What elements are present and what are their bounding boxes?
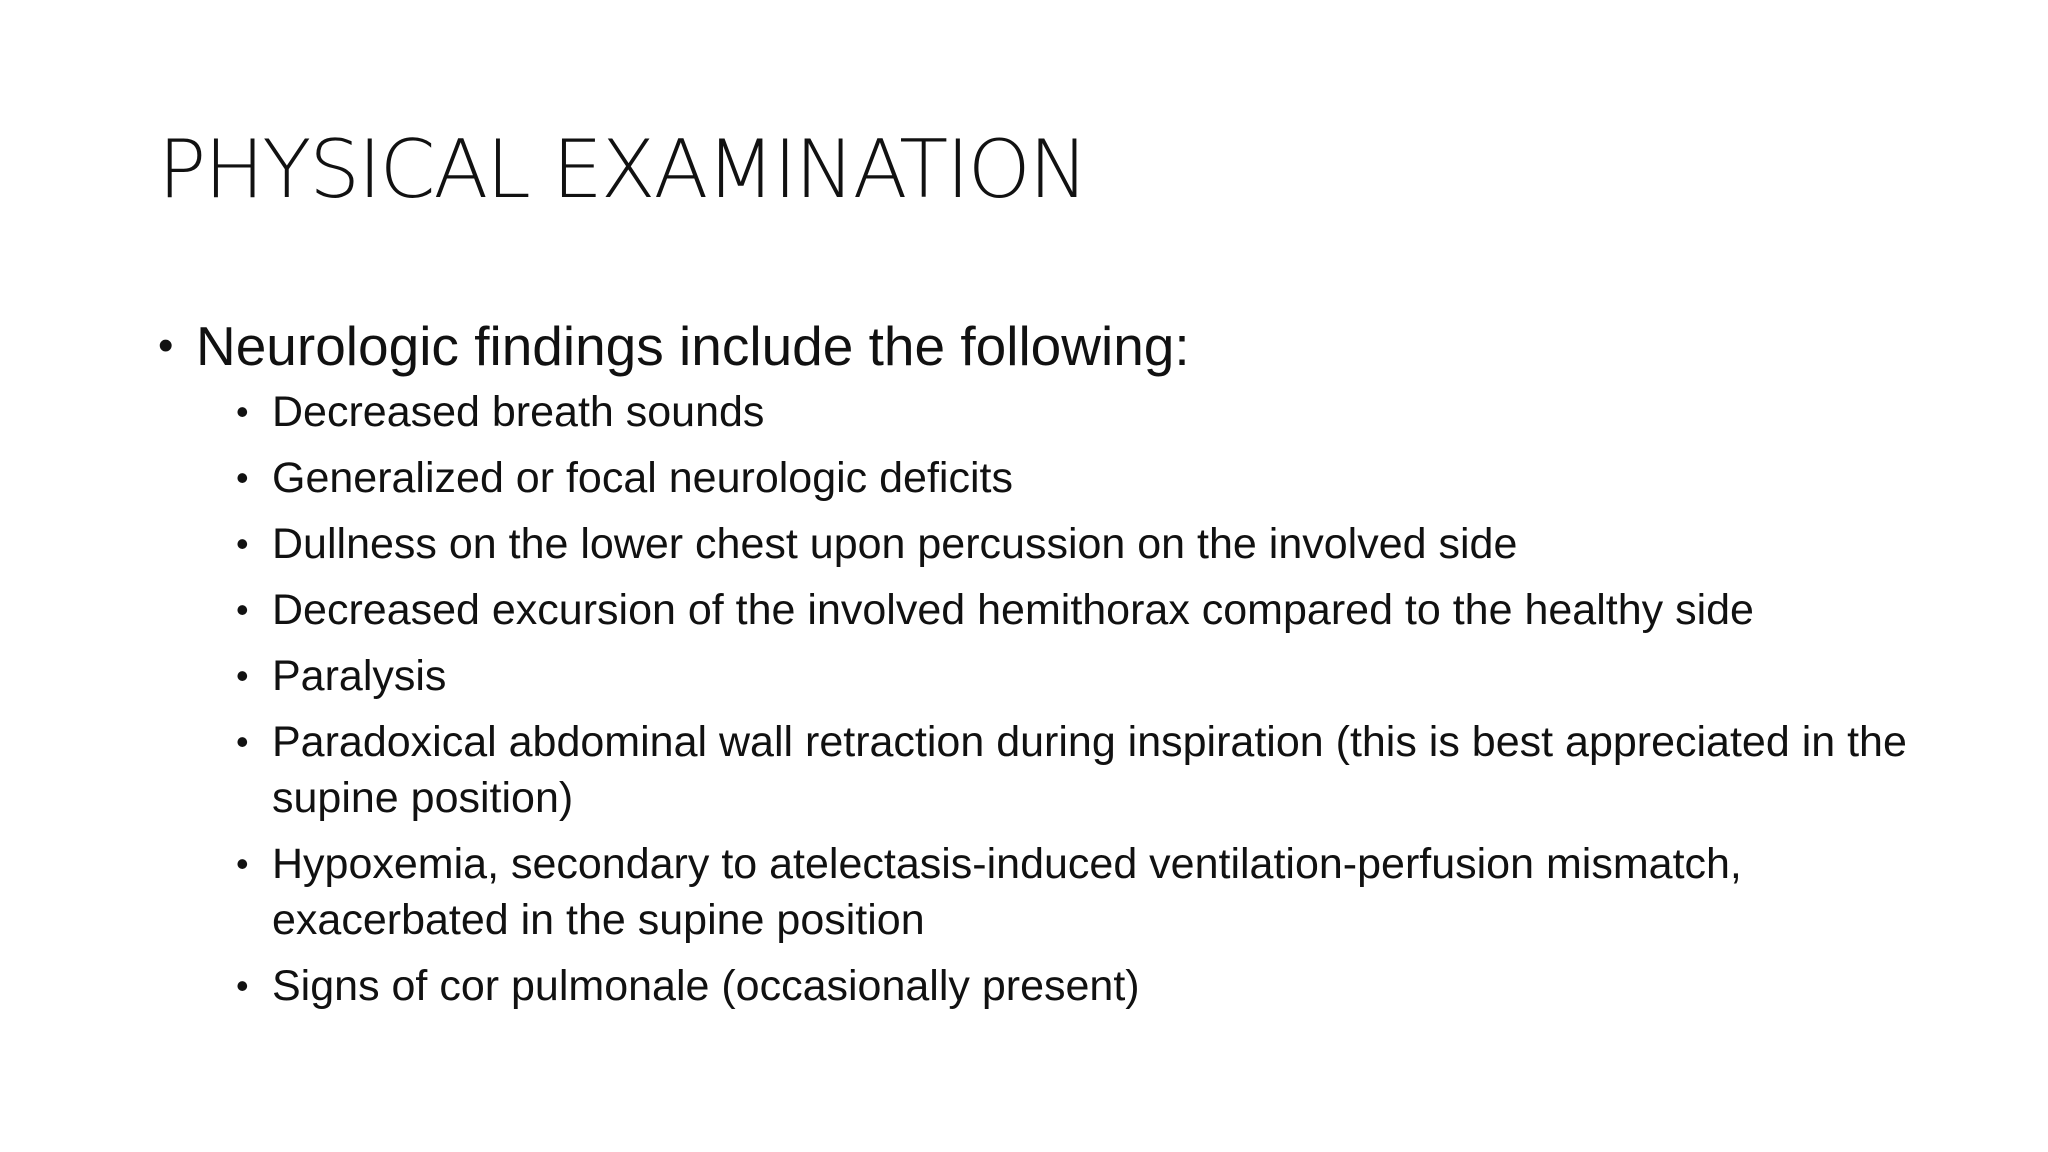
sub-bullet-list [236, 384, 1918, 1014]
bullet-icon: • [236, 843, 249, 884]
sub-point-text: Decreased excursion of the involved hemithorax compared to the healthy side [272, 586, 1754, 634]
bullet-icon: • [236, 965, 249, 1006]
bullet-icon: • [158, 321, 174, 370]
sub-point-text: Paralysis [272, 652, 447, 700]
main-point-text: Neurologic findings include the following: [196, 315, 1190, 377]
sub-bullet-item [236, 450, 1932, 506]
bullet-icon: • [236, 655, 249, 696]
slide-content [158, 312, 1918, 1024]
sub-point-text: Hypoxemia, secondary to atelectasis-induced ventilation-perfusion mismatch, exacerbated in the supine position [272, 840, 1742, 944]
sub-point-text: Dullness on the lower chest upon percussion on the involved side [272, 520, 1518, 568]
sub-bullet-item [236, 582, 1932, 638]
sub-bullet-item [236, 384, 1932, 440]
sub-bullet-item [236, 958, 1932, 1014]
sub-point-text: Paradoxical abdominal wall retraction during inspiration (this is best appreciated in the supine position) [272, 718, 1907, 822]
bullet-icon: • [236, 721, 249, 762]
sub-point-text: Decreased breath sounds [272, 388, 765, 436]
bullet-icon: • [236, 391, 249, 432]
sub-bullet-item [236, 836, 1932, 948]
sub-point-text: Generalized or focal neurologic deficits [272, 454, 1013, 502]
sub-bullet-item [236, 648, 1932, 704]
bullet-icon: • [236, 523, 249, 564]
bullet-icon: • [236, 457, 249, 498]
slide-title: PHYSICAL EXAMINATION [158, 123, 1087, 216]
sub-bullet-item [236, 516, 1932, 572]
bullet-icon: • [236, 589, 249, 630]
sub-bullet-item [236, 714, 1932, 826]
main-bullet-point [158, 312, 1918, 380]
sub-point-text: Signs of cor pulmonale (occasionally present) [272, 962, 1140, 1010]
